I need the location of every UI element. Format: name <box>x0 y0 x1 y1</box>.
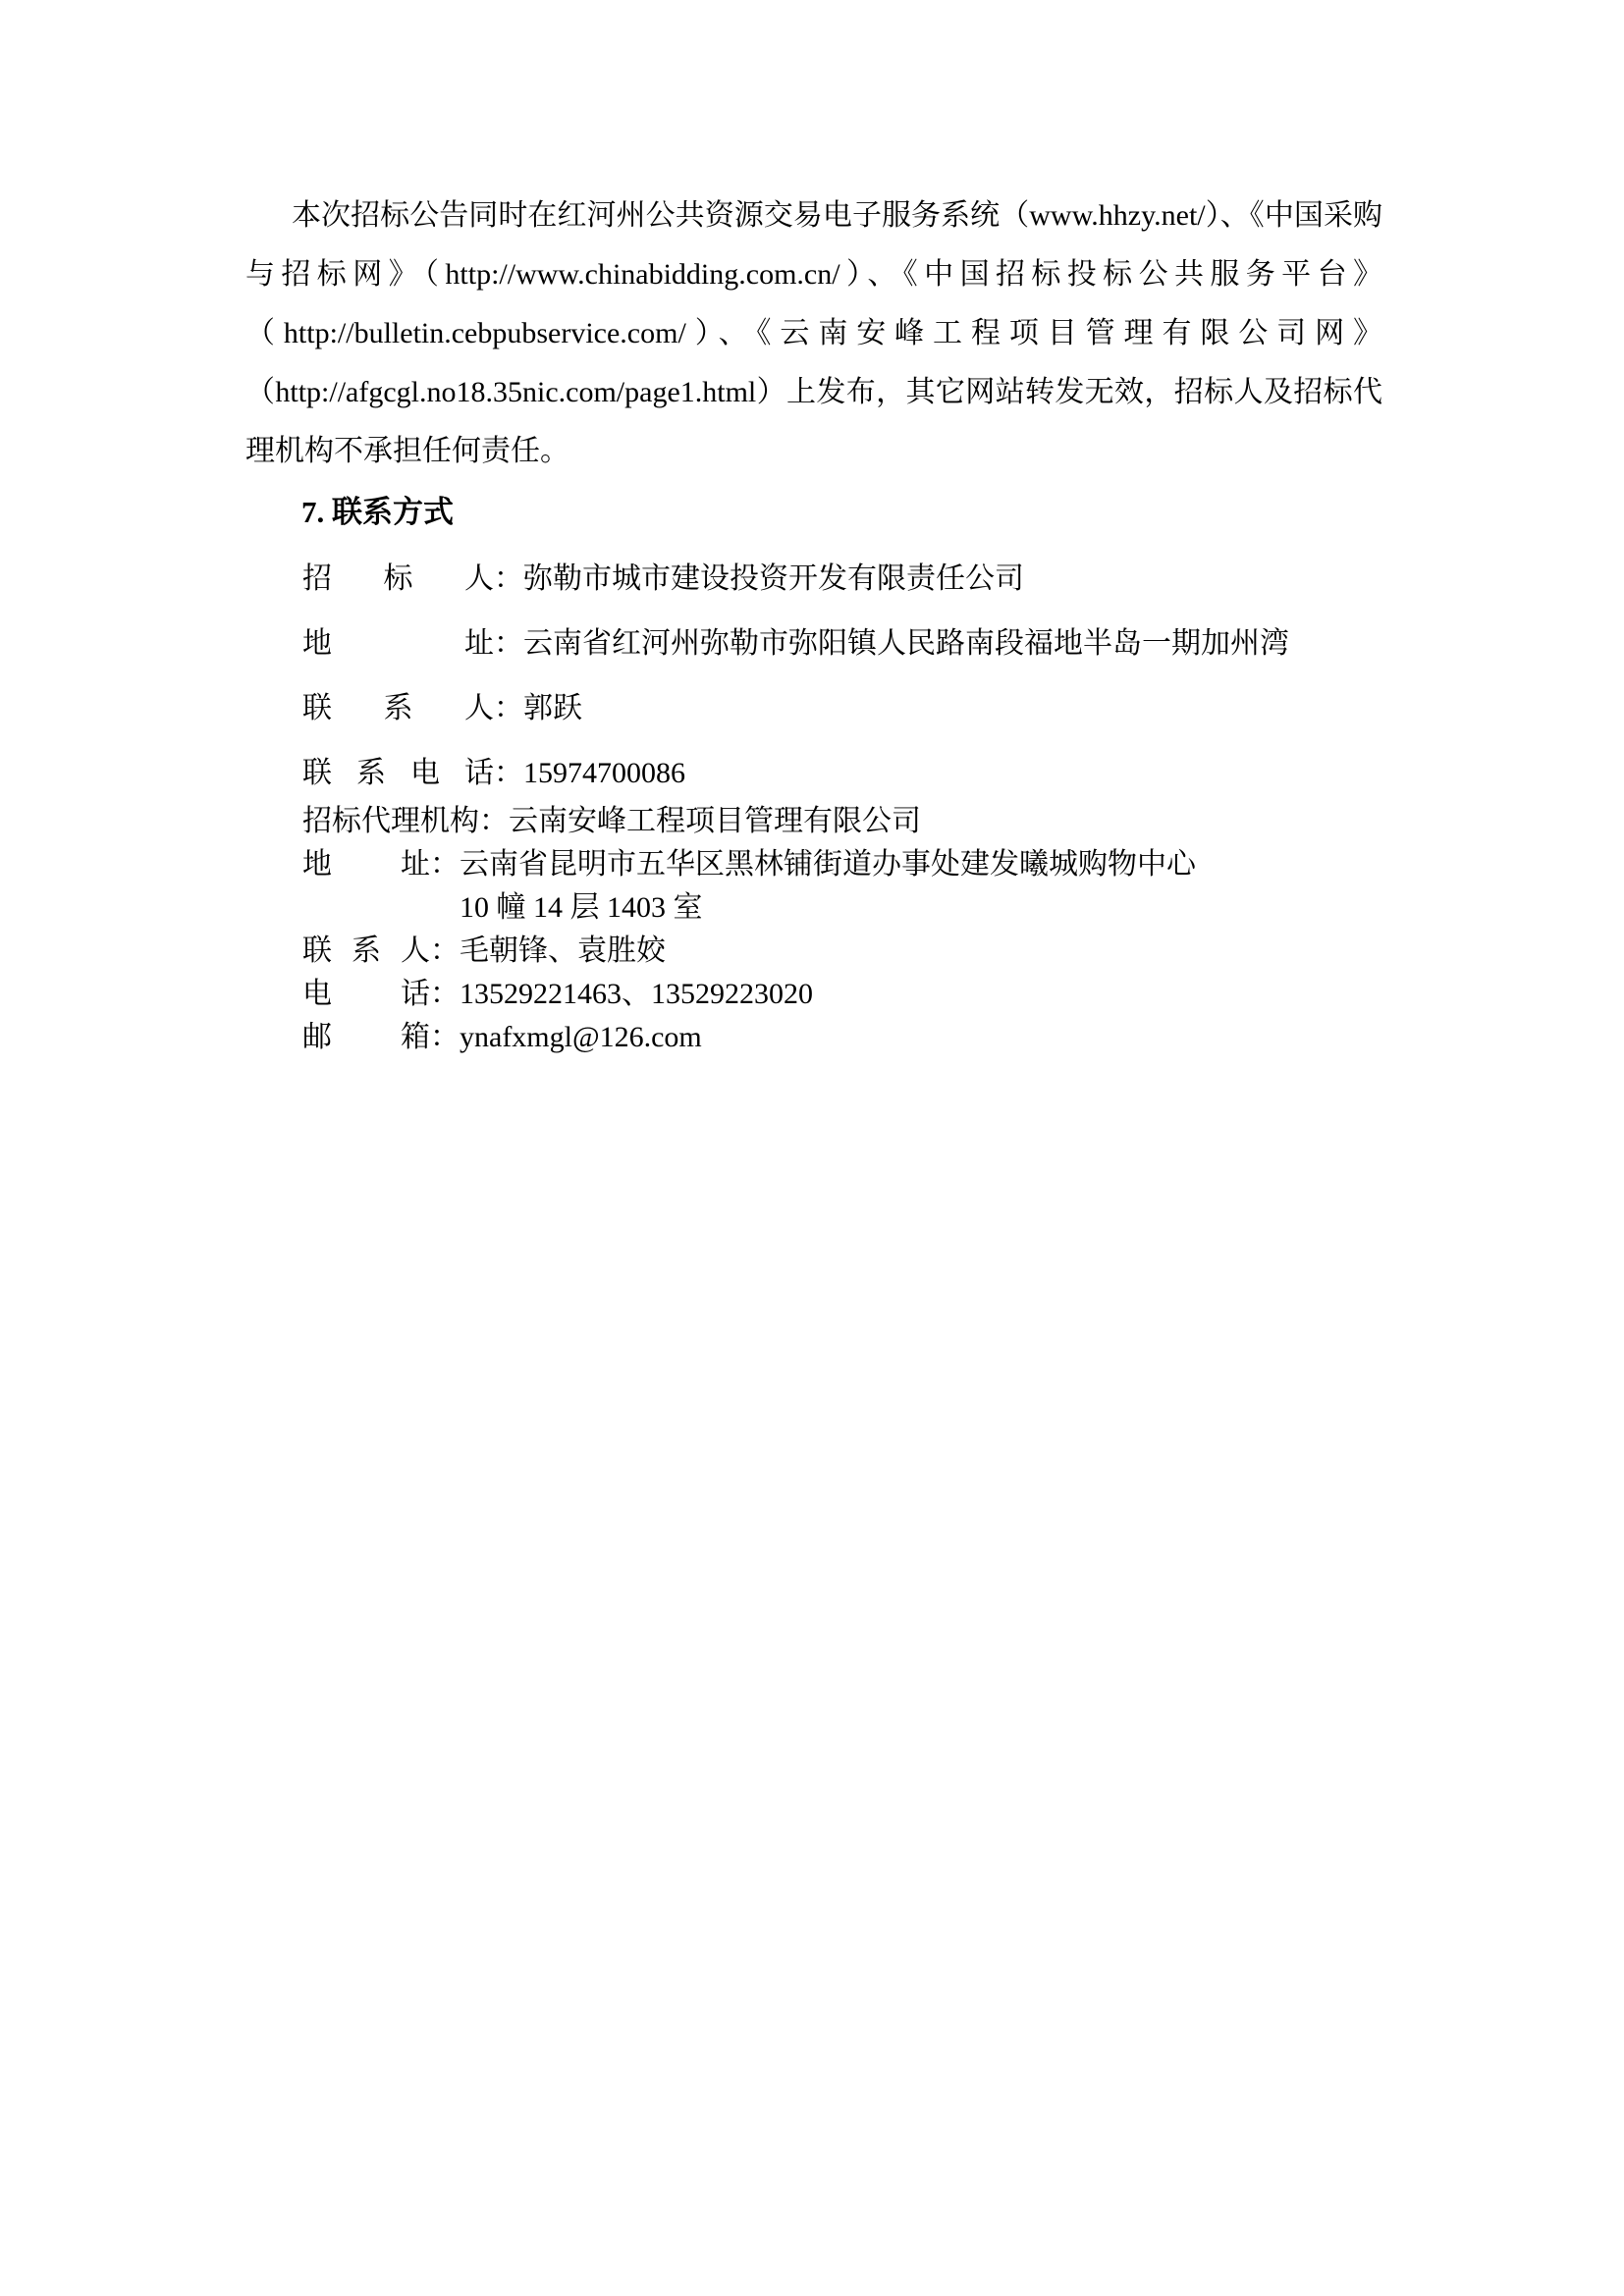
agency-phone-value: 13529221463、13529223020 <box>460 978 813 1010</box>
agency-phone-label: 电话 <box>302 978 430 1010</box>
colon-separator: ： <box>430 978 460 1010</box>
colon-separator: ： <box>494 757 523 789</box>
document-content <box>245 187 1382 1059</box>
announcement-paragraph: 本次招标公告同时在红河州公共资源交易电子服务系统（www.hhzy.net/）、《中国采购与招标网》（http://www.chinabidding.com.cn/）、《中国招标投标公共服务平台》（http://bulletin.cebpubservice.com/）、《云南安峰工程项目管理有限公司网》（http://afgcgl.no18.35nic.com/page1.html）上发布，其它网站转发无效，招标人及招标代理机构不承担任何责任。 <box>245 199 1382 467</box>
agency-contact-person-row <box>302 930 1382 973</box>
colon-separator: ： <box>494 627 523 660</box>
agency-email-value: ynafxmgl@126.com <box>460 1021 702 1053</box>
agency-email-row <box>302 1016 1382 1059</box>
agency-name-row <box>302 800 1382 843</box>
agency-address-row <box>302 843 1382 930</box>
agency-address-label: 地址 <box>302 848 430 881</box>
agency-contact-person-value: 毛朝锋、袁胜姣 <box>460 934 666 967</box>
tenderer-contact-person-row <box>302 676 1382 741</box>
tenderer-name-value: 弥勒市城市建设投资开发有限责任公司 <box>523 562 1024 595</box>
tenderer-phone-label: 联系电话 <box>302 757 494 789</box>
colon-separator: ： <box>479 805 509 837</box>
colon-separator: ： <box>430 934 460 967</box>
agency-name-label: 招标代理机构 <box>302 805 479 837</box>
agency-address-line2: 10 幢 14 层 1403 室 <box>460 891 703 924</box>
tenderer-address-row <box>302 612 1382 676</box>
tenderer-phone-row <box>302 741 1382 806</box>
tenderer-address-label: 地址 <box>302 627 494 660</box>
agency-contact-block <box>302 800 1382 1059</box>
agency-address-line1: 云南省昆明市五华区黑林铺街道办事处建发曦城购物中心 <box>460 848 1196 881</box>
colon-separator: ： <box>430 848 460 881</box>
agency-contact-person-label: 联系人 <box>302 934 430 967</box>
tenderer-contact-person-label: 联系人 <box>302 692 494 724</box>
tenderer-contact-person-value: 郭跃 <box>523 692 582 724</box>
agency-address-value <box>460 843 1196 930</box>
agency-phone-row <box>302 973 1382 1016</box>
tenderer-phone-value: 15974700086 <box>523 757 685 789</box>
tenderer-contact-block <box>302 547 1382 806</box>
colon-separator: ： <box>430 1021 460 1053</box>
agency-email-label: 邮箱 <box>302 1021 430 1053</box>
tenderer-name-label: 招标人 <box>302 562 494 595</box>
tenderer-name-row <box>302 547 1382 612</box>
tenderer-address-value: 云南省红河州弥勒市弥阳镇人民路南段福地半岛一期加州湾 <box>523 627 1289 660</box>
section-heading-contact: 7. 联系方式 <box>301 495 454 529</box>
colon-separator: ： <box>494 692 523 724</box>
agency-name-value: 云南安峰工程项目管理有限公司 <box>509 805 921 837</box>
colon-separator: ： <box>494 562 523 595</box>
